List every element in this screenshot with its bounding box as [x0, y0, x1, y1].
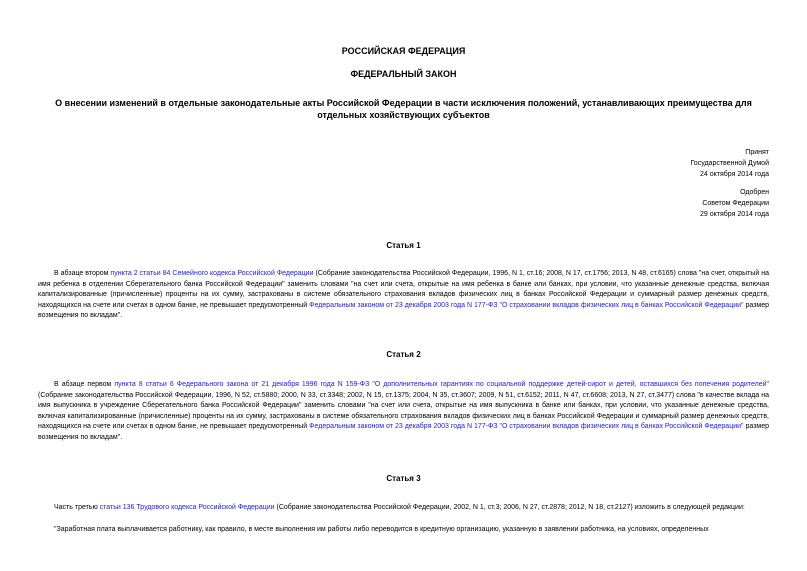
approved-date: 29 октября 2014 года — [700, 211, 769, 218]
article-1-text-part: размер возмещения по вкладам". — [38, 301, 770, 320]
article-3-text — [38, 503, 769, 514]
article-2-text-part: (Собрание законодательства Российской Федерации, 1996, N 52, ст.5880; 2000, N 33, ст.3348; 2002, N 15, ст.1375; 2004, N 35, ст.3607; 2009, N 51, ст.6152; 2011, N 47, ст.6608; 2013, N 27, ст.3477) слова "в качестве вклада на имя выпускника в учреждение Сберегательного банка Российской Федерации" заменить словами "на счет или счета, открытые на имя выпускника в банке или банках, при условии, что указанные денежные средства, включая капитализированные (причисленные) проценты на их сумму, застрахованы в системе обязательного страхования вкладов физических лиц в банках Российской Федерации и суммарный размер денежных средств, находящихся на счете или счетах в одном банке, не превышает предусмотренный — [38, 391, 769, 431]
article-2-text-part: В абзаце первом — [54, 381, 115, 388]
article-3-link-labor-code[interactable]: статьи 136 Трудового кодекса Российской Федерации — [99, 504, 275, 511]
article-1-heading: Статья 1 — [386, 241, 421, 250]
document-type-heading: ФЕДЕРАЛЬНЫЙ ЗАКОН — [350, 69, 457, 79]
adopted-date: 24 октября 2014 года — [700, 171, 769, 178]
article-2-text-part: размер возмещения по вкладам". — [38, 423, 770, 441]
article-2-link-orphans-law[interactable]: пункта 8 статьи 6 Федерального закона от 21 декабря 1996 года N 159-ФЗ "О дополнительных гарантиях по социальной поддержке детей-сирот и детей, оставшихся без попечения родителей" — [114, 381, 769, 388]
country-heading: РОССИЙСКАЯ ФЕДЕРАЦИЯ — [341, 46, 466, 56]
article-3-text-part: Часть третью — [54, 504, 100, 511]
article-2-heading: Статья 2 — [386, 350, 421, 359]
article-3-quote: "Заработная плата выплачивается работнику, как правило, в месте выполнения им работы либо переводится в кредитную организацию, указанную в заявлении работника, на условиях, определенных — [54, 526, 709, 533]
law-title: О внесении изменений в отдельные законодательные акты Российской Федерации в части исключения положений, устанавливающих преимущества для отдельных хозяйствующих субъектов — [55, 98, 752, 120]
article-1-text — [38, 269, 769, 322]
article-1-link-deposit-insurance-law[interactable]: Федеральным законом от 23 декабря 2003 года N 177-ФЗ "О страховании вкладов физических лиц в банках Российской Федерации" — [309, 301, 744, 309]
approved-block — [700, 187, 769, 220]
approved-by: Советом Федерации — [702, 200, 769, 207]
article-1-link-family-code[interactable]: пункта 2 статьи 84 Семейного кодекса Российской Федерации — [110, 270, 314, 277]
article-3-heading: Статья 3 — [386, 474, 421, 483]
article-1-text-part: В абзаце втором — [54, 270, 111, 277]
article-2-text — [38, 380, 769, 444]
adopted-by: Государственной Думой — [690, 160, 769, 167]
adopted-block — [690, 147, 769, 180]
article-3-text-part: (Собрание законодательства Российской Федерации, 2002, N 1, ст.3; 2006, N 27, ст.2878; 2012, N 18, ст.2127) изложить в следующей редакции: — [274, 504, 745, 511]
article-2-link-deposit-insurance-law[interactable]: Федеральным законом от 23 декабря 2003 года N 177-ФЗ "О страховании вкладов физических лиц в банках Российской Федерации" — [309, 423, 744, 431]
article-1-text-part: (Собрание законодательства Российской Федерации, 1996, N 1, ст.16; 2008, N 17, ст.1756; 2013, N 48, ст.6165) слова "на счет, открытый на имя ребенка в отделении Сберегательного банка Российской Федерации" заменить словами "на счет или счета, открытые на имя ребенка в банке или банках, при условии, что указанные денежные средства, включая капитализированные (причисленные) проценты на их сумму, застрахованы в системе обязательного страхования вкладов физических лиц в банках Российской Федерации и суммарный размер денежных средств, находящихся на счете или счетах в одном банке, не превышает предусмотренный — [38, 270, 769, 309]
adopted-line: Принят — [745, 149, 769, 156]
approved-line: Одобрен — [740, 189, 769, 196]
